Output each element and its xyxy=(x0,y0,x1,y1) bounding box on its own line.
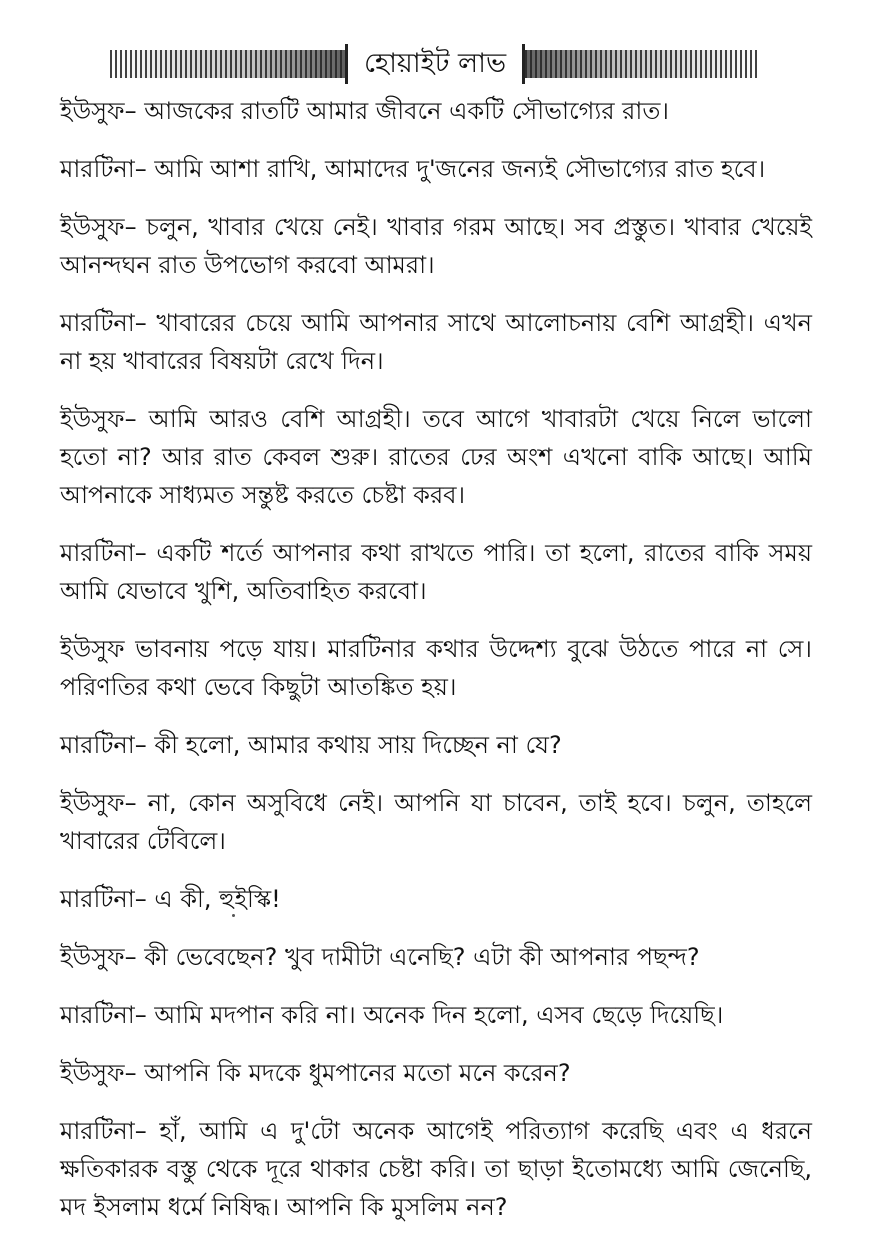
narration-paragraph: ইউসুফ ভাবনায় পড়ে যায়। মারটিনার কথার উদ্দেশ্য বুঝে উঠতে পারে না সে। পরিণতির কথা ভেবে কিছুটা আতঙ্কিত হয়। xyxy=(60,635,812,701)
dialogue-paragraph: মারটিনা– আমি আশা রাখি, আমাদের দু'জনের জন্যই সৌভাগ্যের রাত হবে। xyxy=(60,155,766,183)
running-header xyxy=(110,44,760,84)
dialogue-paragraph: ইউসুফ– কী ভেবেছেন? খুব দামীটা এনেছি? এটা কী আপনার পছন্দ? xyxy=(60,943,700,971)
dialogue-paragraph: মারটিনা– আমি মদপান করি না। অনেক দিন হলো, এসব ছেড়ে দিয়েছি। xyxy=(60,1001,724,1029)
header-decoration-right xyxy=(525,50,760,78)
dialogue-paragraph: মারটিনা– খাবারের চেয়ে আমি আপনার সাথে আলোচনায় বেশি আগ্রহী। এখন না হয় খাবারের বিষয়টা রেখে দিন। xyxy=(60,309,812,375)
print-speck xyxy=(232,914,235,917)
dialogue-paragraph: ইউসুফ– না, কোন অসুবিধে নেই। আপনি যা চাবেন, তাই হবে। চলুন, তাহলে খাবারের টেবিলে। xyxy=(60,789,812,855)
book-title: হোয়াইট লাভ xyxy=(345,44,525,84)
dialogue-paragraph: মারটিনা– এ কী, হুইস্কি! xyxy=(60,885,281,913)
dialogue-paragraph: মারটিনা– কী হলো, আমার কথায় সায় দিচ্ছেন না যে? xyxy=(60,731,562,759)
dialogue-paragraph: ইউসুফ– চলুন, খাবার খেয়ে নেই। খাবার গরম আছে। সব প্রস্তুত। খাবার খেয়েই আনন্দঘন রাত উপভোগ করবো আমরা। xyxy=(60,213,812,279)
dialogue-paragraph: ইউসুফ– আমি আরও বেশি আগ্রহী। তবে আগে খাবারটা খেয়ে নিলে ভালো হতো না? আর রাত কেবল শুরু। রাতের ঢের অংশ এখনো বাকি আছে। আমি আপনাকে সাধ্যমত সন্তুষ্ট করতে চেষ্টা করব। xyxy=(60,405,812,509)
header-decoration-left xyxy=(110,50,345,78)
dialogue-paragraph: মারটিনা– একটি শর্তে আপনার কথা রাখতে পারি। তা হলো, রাতের বাকি সময় আমি যেভাবে খুশি, অতিবাহিত করবো। xyxy=(60,539,812,605)
dialogue-paragraph: ইউসুফ– আজকের রাতটি আমার জীবনে একটি সৌভাগ্যের রাত। xyxy=(60,97,669,125)
dialogue-paragraph: মারটিনা– হাঁ, আমি এ দু'টো অনেক আগেই পরিত্যাগ করেছি এবং এ ধরনে ক্ষতিকারক বস্তু থেকে দূরে থাকার চেষ্টা করি। তা ছাড়া ইতোমধ্যে আমি জেনেছি, মদ ইসলাম ধর্মে নিষিদ্ধ। আপনি কি মুসলিম নন? xyxy=(60,1117,812,1221)
page-body xyxy=(60,92,812,1246)
dialogue-paragraph: ইউসুফ– আপনি কি মদকে ধুমপানের মতো মনে করেন? xyxy=(60,1059,571,1087)
